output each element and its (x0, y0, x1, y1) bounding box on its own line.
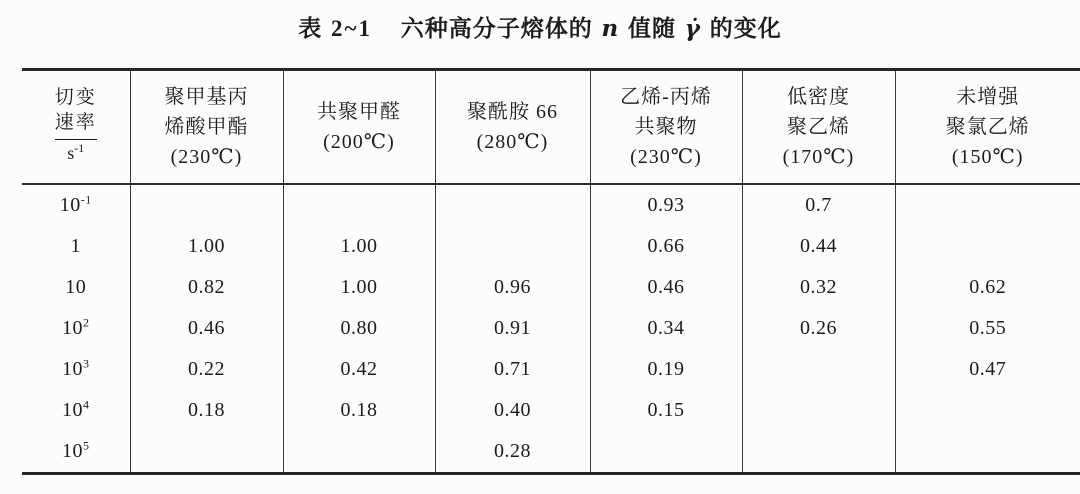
n-value-cell: 0.44 (742, 226, 895, 267)
polymer-name-line: 聚甲基丙 (164, 86, 249, 108)
col-header-shear-rate (22, 70, 130, 185)
n-value-cell: 0.28 (435, 431, 590, 474)
table-body (22, 184, 1080, 474)
n-value-cell: 0.42 (283, 349, 435, 390)
col-header-polymer (283, 70, 435, 185)
polymer-name-line: 共聚物 (634, 116, 698, 138)
table-row (22, 226, 1080, 267)
title-variable-gamma-dot: γ̇ (684, 15, 701, 42)
n-value-cell (742, 431, 895, 474)
n-value-cell: 0.15 (590, 390, 742, 431)
n-value-cell: 0.55 (895, 308, 1080, 349)
polymer-name-line: 未增强 (956, 86, 1020, 108)
polymer-name-line: 聚氯乙烯 (945, 116, 1030, 138)
n-value-cell: 0.34 (590, 308, 742, 349)
n-value-cell (895, 184, 1080, 226)
table-title (0, 10, 1080, 43)
n-value-cell: 0.46 (130, 308, 283, 349)
shear-rate-unit: $s^{-1}$ (67, 140, 85, 163)
header-row (22, 70, 1080, 185)
n-value-cell (435, 226, 590, 267)
shear-rate-cell: $10^3$ (62, 356, 90, 380)
col-header-polymer (590, 70, 742, 185)
n-value-cell (895, 226, 1080, 267)
n-value-cell: 1.00 (283, 267, 435, 308)
shear-rate-cell: 1 (70, 235, 81, 257)
n-value-cell: 0.22 (130, 349, 283, 390)
polymer-n-value-table (22, 68, 1080, 475)
n-value-cell: 0.26 (742, 308, 895, 349)
n-value-cell: 0.80 (283, 308, 435, 349)
polymer-name-line: 聚酰胺 66 (467, 101, 558, 123)
n-value-cell (895, 431, 1080, 474)
n-value-cell (742, 390, 895, 431)
shear-rate-cell: $10^2$ (62, 315, 90, 339)
shear-rate-cell: $10^5$ (62, 438, 90, 462)
polymer-temperature: (170℃) (782, 146, 855, 168)
polymer-temperature: (230℃) (170, 146, 243, 168)
n-value-cell: 0.93 (590, 184, 742, 226)
shear-rate-fraction (55, 86, 97, 165)
n-value-cell: 0.91 (435, 308, 590, 349)
n-value-cell (283, 184, 435, 226)
table-row (22, 431, 1080, 474)
title-text-mid: 值随 (628, 16, 676, 41)
table-row (22, 349, 1080, 390)
n-value-cell (742, 349, 895, 390)
n-value-cell: 0.96 (435, 267, 590, 308)
shear-rate-exponent: 3 (83, 356, 90, 371)
n-value-cell: 0.18 (283, 390, 435, 431)
polymer-temperature: (200℃) (323, 131, 395, 153)
polymer-temperature: (280℃) (476, 131, 549, 153)
shear-rate-cell: 10 (65, 276, 87, 298)
col-header-polymer (130, 70, 283, 185)
table-row (22, 267, 1080, 308)
table-row (22, 308, 1080, 349)
n-value-cell (130, 431, 283, 474)
shear-rate-label-line1: 切变 (54, 87, 97, 109)
polymer-name-line: 聚乙烯 (787, 116, 850, 138)
shear-rate-label-line2: 速率 (55, 111, 97, 140)
n-value-cell: 1.00 (283, 226, 435, 267)
n-value-cell: 0.62 (895, 267, 1080, 308)
polymer-name-line: 低密度 (787, 86, 850, 108)
n-value-cell (895, 390, 1080, 431)
n-value-cell: 0.82 (130, 267, 283, 308)
n-value-cell: 0.7 (742, 184, 895, 226)
n-value-cell: 1.00 (130, 226, 283, 267)
col-header-polymer (742, 70, 895, 185)
n-value-cell: 0.71 (435, 349, 590, 390)
polymer-temperature: (230℃) (630, 146, 702, 168)
title-variable-n: n (601, 15, 620, 42)
n-value-cell: 0.46 (590, 267, 742, 308)
col-header-polymer (435, 70, 590, 185)
title-text-lead: 六种高分子熔体的 (400, 16, 593, 41)
title-text-tail: 的变化 (709, 16, 782, 41)
n-value-cell: 0.19 (590, 349, 742, 390)
table-row (22, 184, 1080, 226)
table-number: 表 2~1 (298, 16, 373, 41)
table-row (22, 390, 1080, 431)
shear-rate-exponent: 2 (83, 315, 90, 330)
shear-rate-exponent: 4 (83, 397, 90, 412)
n-value-cell: 0.47 (895, 349, 1080, 390)
table-header (22, 70, 1080, 185)
shear-rate-exponent: 5 (83, 438, 90, 453)
polymer-name-line: 烯酸甲酯 (164, 116, 249, 138)
n-value-cell (435, 184, 590, 226)
polymer-name-line: 共聚甲醛 (317, 101, 401, 123)
n-value-cell (283, 431, 435, 474)
polymer-name-line: 乙烯-丙烯 (620, 86, 712, 108)
shear-rate-exponent: -1 (80, 192, 92, 207)
n-value-cell: 0.40 (435, 390, 590, 431)
col-header-polymer (895, 70, 1080, 185)
n-value-cell (590, 431, 742, 474)
n-value-cell: 0.66 (590, 226, 742, 267)
n-value-cell (130, 184, 283, 226)
n-value-cell: 0.18 (130, 390, 283, 431)
shear-rate-cell: $10^4$ (62, 397, 90, 421)
polymer-temperature: (150℃) (951, 146, 1024, 168)
n-value-cell: 0.32 (742, 267, 895, 308)
shear-rate-cell: $10^{-1}$ (59, 192, 92, 216)
